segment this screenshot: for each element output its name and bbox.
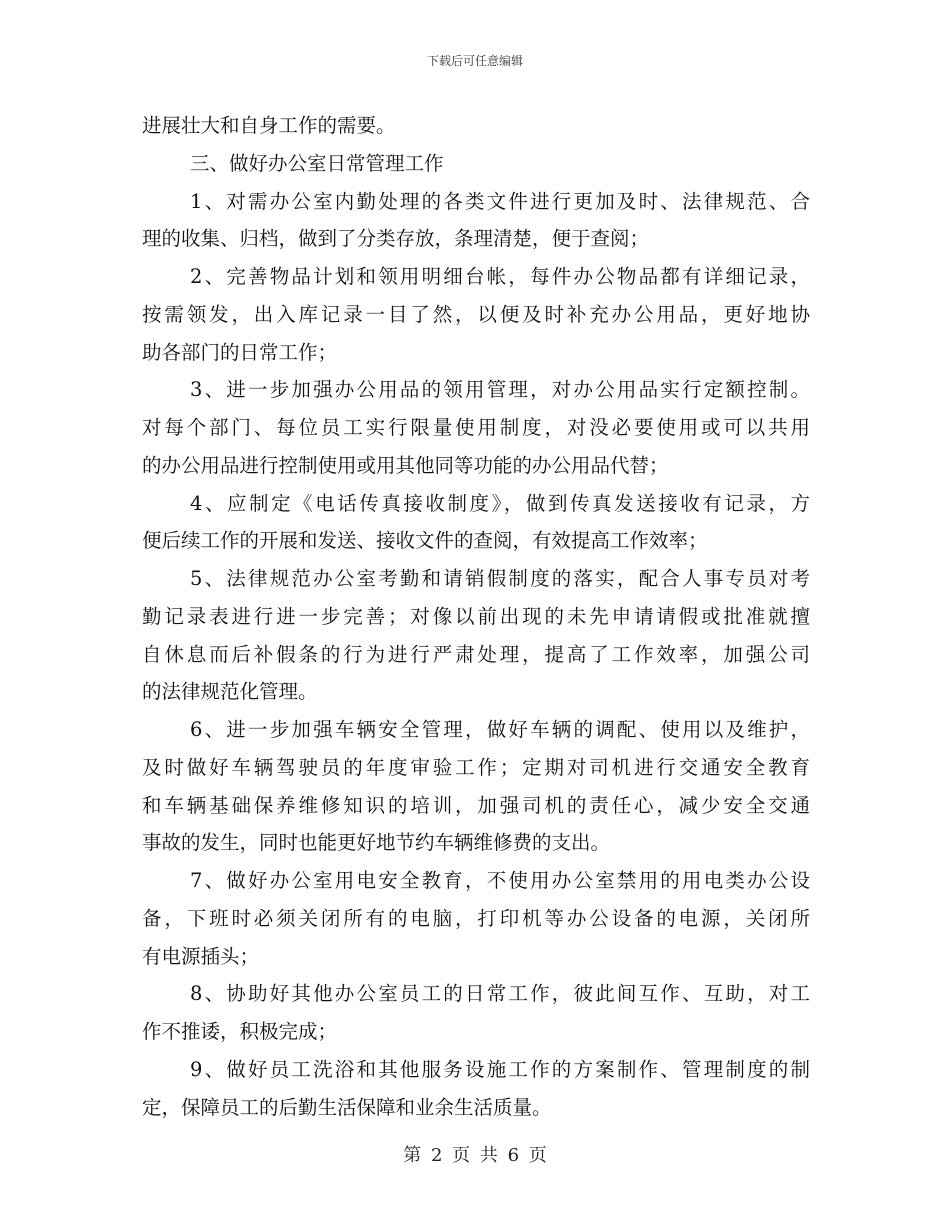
- paragraph-line: 助各部门的日常工作；: [142, 340, 338, 364]
- paragraph-line: 有电源插头；: [142, 944, 260, 968]
- paragraph-line: 自休息而后补假条的行为进行严肃处理，提高了工作效率，加强公司: [142, 642, 810, 666]
- paragraph-line: 定，保障员工的后勤生活保障和业余生活质量。: [142, 1095, 552, 1119]
- paragraph-line: 进展壮大和自身工作的需要。: [142, 114, 396, 137]
- paragraph-line: 7、做好办公室用电安全教育，不使用办公室禁用的用电类办公设: [190, 869, 810, 892]
- paragraph: [142, 107, 810, 145]
- paragraph: [142, 371, 810, 484]
- paragraph-line: 6、进一步加强车辆安全管理，做好车辆的调配、使用以及维护，: [190, 718, 810, 741]
- paragraph-line: 2、完善物品计划和领用明细台帐，每件办公物品都有详细记录，: [190, 265, 810, 288]
- paragraph-line: 4、应制定《电话传真接收制度》，做到传真发送接收有记录，方: [190, 491, 810, 515]
- paragraph: [142, 145, 810, 183]
- paragraph-line: 对每个部门、每位员工实行限量使用制度，对没必要使用或可以共用: [142, 416, 810, 439]
- paragraph-line: 的办公用品进行控制使用或用其他同等功能的办公用品代替；: [142, 453, 669, 477]
- paragraph: [142, 485, 810, 561]
- paragraph-line: 5、法律规范办公室考勤和请销假制度的落实，配合人事专员对考: [190, 567, 810, 590]
- document-body: [142, 107, 810, 1126]
- paragraph-line: 便后续工作的开展和发送、接收文件的查阅，有效提高工作效率；: [142, 529, 708, 553]
- paragraph-line: 三、做好办公室日常管理工作: [190, 151, 444, 175]
- paragraph-line: 作不推诿，积极完成；: [142, 1020, 338, 1043]
- paragraph: [142, 711, 810, 862]
- paragraph: [142, 183, 810, 259]
- paragraph-line: 按需领发，出入库记录一目了然，以便及时补充办公用品，更好地协: [142, 302, 810, 326]
- page-header: 下载后可任意编辑: [426, 54, 523, 68]
- paragraph-line: 备，下班时必须关闭所有的电脑，打印机等办公设备的电源，关闭所: [142, 906, 810, 930]
- paragraph-line: 的法律规范化管理。: [142, 680, 318, 704]
- paragraph: [142, 862, 810, 975]
- page-number-footer: 第 2 页 共 6 页: [403, 1145, 547, 1166]
- paragraph-line: 和车辆基础保养维修知识的培训，加强司机的责任心，减少安全交通: [142, 793, 810, 817]
- paragraph-line: 事故的发生，同时也能更好地节约车辆维修费的支出。: [142, 831, 611, 855]
- paragraph-line: 3、进一步加强办公用品的领用管理，对办公用品实行定额控制。: [190, 378, 810, 402]
- paragraph: [142, 1051, 810, 1127]
- paragraph: [142, 975, 810, 1051]
- paragraph-line: 9、做好员工洗浴和其他服务设施工作的方案制作、管理制度的制: [190, 1057, 810, 1081]
- paragraph: [142, 258, 810, 371]
- paragraph-line: 及时做好车辆驾驶员的年度审验工作；定期对司机进行交通安全教育: [142, 755, 810, 779]
- paragraph-line: 8、协助好其他办公室员工的日常工作，彼此间互作、互助，对工: [190, 982, 810, 1006]
- paragraph: [142, 560, 810, 711]
- paragraph-line: 勤记录表进行进一步完善；对像以前出现的未先申请请假或批准就擅: [142, 604, 810, 628]
- paragraph-line: 理的收集、归档，做到了分类存放，条理清楚，便于查阅；: [142, 227, 650, 251]
- paragraph-line: 1、对需办公室内勤处理的各类文件进行更加及时、法律规范、合: [190, 189, 810, 213]
